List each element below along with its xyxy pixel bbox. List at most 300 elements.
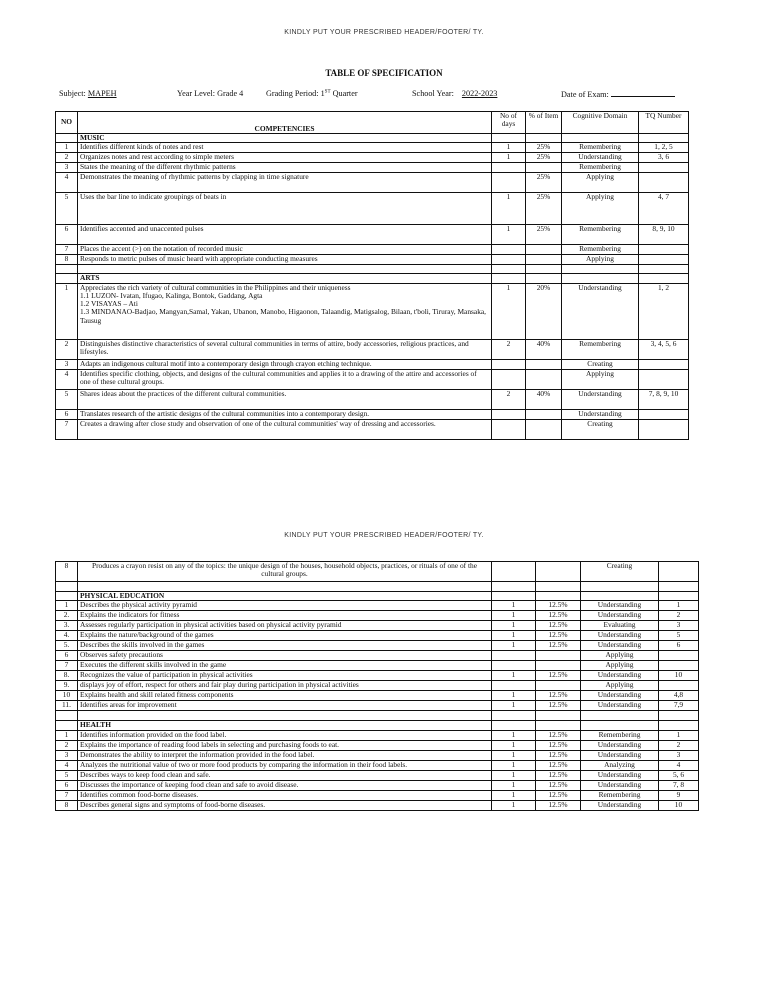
row-number: 6 [56,409,78,419]
grading-sup: ST [324,89,331,95]
competency-text: Identifies common food-borne diseases. [78,790,492,800]
percent-cell: 40% [526,339,562,359]
tq-number-cell: 4,8 [659,691,699,701]
school-year-label: School Year: [412,89,454,98]
tq-number-cell [639,245,689,255]
competency-text: Describes ways to keep food clean and safe. [78,770,492,780]
row-number: 6 [56,225,78,245]
row-number: 3 [56,750,78,760]
percent-cell [536,681,581,691]
percent-cell [536,651,581,661]
health-row [56,730,699,740]
competency-text: Translates research of the artistic designs of the cultural communities into a contemporary design. [78,409,492,419]
percent-cell: 12.5% [536,621,581,631]
percent-cell: 25% [526,173,562,193]
tq-number-cell [639,419,689,439]
tq-number-cell: 9 [659,790,699,800]
cognitive-domain-cell: Remembering [562,163,639,173]
specification-table-page-1 [55,111,689,440]
empty-cell [639,265,689,274]
tq-number-cell [639,255,689,265]
cognitive-domain-cell: Remembering [581,730,659,740]
days-cell: 1 [492,760,536,770]
pe-row [56,631,699,641]
empty-cell [581,582,659,592]
competency-text [78,283,492,339]
row-number: 10 [56,691,78,701]
specification-table-page-2 [55,561,699,811]
row-number: 7 [56,661,78,671]
percent-cell [526,369,562,389]
empty-cell [492,274,526,283]
tq-number-cell: 7, 8, 9, 10 [639,389,689,409]
empty-cell [56,265,78,274]
competency-text: Executes the different skills involved in the game [78,661,492,671]
days-cell: 1 [492,691,536,701]
competency-text: Shares ideas about the practices of the different cultural communities. [78,389,492,409]
empty-cell [492,134,526,143]
health-section [56,721,699,810]
music-row [56,143,689,153]
competency-text: Responds to metric pulses of music heard with appropriate conducting measures [78,255,492,265]
cognitive-domain-cell: Understanding [562,389,639,409]
empty-cell [536,592,581,601]
empty-cell [492,711,536,721]
empty-cell [56,582,78,592]
empty-cell [581,592,659,601]
cognitive-domain-cell: Understanding [581,631,659,641]
competency-text: Describes general signs and symptoms of food-borne diseases. [78,800,492,810]
pe-row [56,611,699,621]
arts-row [56,369,689,389]
tq-number-cell [659,562,699,582]
days-cell: 1 [492,143,526,153]
competency-text: Explains the nature/background of the games [78,631,492,641]
cognitive-domain-cell: Applying [562,173,639,193]
health-row [56,750,699,760]
grading-label: Grading Period: 1 [266,89,325,98]
percent-cell: 12.5% [536,740,581,750]
competency-line: 1.3 MINDANAO-Badjao, Mangyan,Samal, Yakan, Ubanon, Manobo, Higaonon, Talaandig, Matigsalog, Bilaan, t'boli, Tiruray, Mansaka, Tausug [80,307,487,325]
arts-row [56,389,689,409]
competency-text: Describes the skills involved in the games [78,641,492,651]
empty-cell [78,582,492,592]
days-cell [492,681,536,691]
pe-row [56,651,699,661]
tq-number-cell: 6 [659,641,699,651]
arts-row [56,339,689,359]
competency-text: States the meaning of the different rhythmic patterns [78,163,492,173]
cognitive-domain-cell: Remembering [562,143,639,153]
row-number: 7 [56,419,78,439]
empty-cell [659,721,699,730]
cognitive-domain-cell: Understanding [581,701,659,711]
arts-row [56,409,689,419]
document-title: TABLE OF SPECIFICATION [325,68,443,78]
days-cell: 1 [492,740,536,750]
days-cell: 1 [492,780,536,790]
cognitive-domain-cell: Understanding [581,671,659,681]
competency-text: Describes the physical activity pyramid [78,601,492,611]
cognitive-domain-cell: Applying [581,651,659,661]
row-number: 4 [56,173,78,193]
percent-cell: 25% [526,225,562,245]
school-year [412,89,497,98]
health-row [56,770,699,780]
row-number: 4. [56,631,78,641]
empty-cell [562,265,639,274]
cognitive-domain-cell: Remembering [581,790,659,800]
percent-cell: 12.5% [536,760,581,770]
cognitive-domain-cell: Understanding [562,283,639,339]
date-of-exam [561,89,675,99]
cognitive-domain-cell: Understanding [581,780,659,790]
percent-cell [526,359,562,369]
competency-text: Produces a crayon resist on any of the topics: the unique design of the houses, household objects, practices, or rituals of one of the cultural groups. [78,562,492,582]
cognitive-domain-cell: Remembering [562,339,639,359]
section-title: HEALTH [78,721,492,730]
empty-cell [492,592,536,601]
cognitive-domain-cell: Understanding [562,409,639,419]
competency-text: Creates a drawing after close study and observation of one of the cultural communities' way of dressing and accessories. [78,419,492,439]
days-cell [492,245,526,255]
music-row [56,153,689,163]
percent-cell: 12.5% [536,780,581,790]
tq-number-cell: 4 [659,760,699,770]
days-cell: 1 [492,800,536,810]
cognitive-domain-cell: Remembering [562,225,639,245]
empty-cell [56,274,78,283]
empty-cell [639,274,689,283]
competency-text: Places the accent (>) on the notation of recorded music [78,245,492,255]
col-competencies: COMPETENCIES [78,112,492,134]
section-title: ARTS [78,274,492,283]
tq-number-cell: 1 [659,730,699,740]
health-row [56,790,699,800]
competency-text: Identifies areas for improvement [78,701,492,711]
percent-cell: 20% [526,283,562,339]
empty-cell [526,274,562,283]
days-cell [492,173,526,193]
cognitive-domain-cell: Understanding [581,800,659,810]
row-number: 5. [56,641,78,651]
subject-label: Subject: [59,89,86,98]
arts-row [56,419,689,439]
days-cell [492,562,536,582]
empty-cell [526,134,562,143]
percent-cell: 12.5% [536,601,581,611]
col-no: NO [56,112,78,134]
arts-row [56,283,689,339]
music-row [56,245,689,255]
music-section-title [56,134,689,143]
competency-text: Explains the importance of reading food labels in selecting and purchasing foods to eat. [78,740,492,750]
arts-section [56,274,689,439]
days-cell: 1 [492,193,526,225]
competency-text: Distinguishes distinctive characteristics of several cultural communities in terms of attire, body accessories, religious practices, and lifestyles. [78,339,492,359]
competency-text: Explains health and skill related fitness components [78,691,492,701]
tq-number-cell: 2 [659,740,699,750]
cognitive-domain-cell: Analyzing [581,760,659,770]
header-note: KINDLY PUT YOUR PRESCRIBED HEADER/FOOTER/ TY. [284,29,484,36]
pe-row [56,701,699,711]
row-number: 4 [56,760,78,770]
empty-cell [78,265,492,274]
row-number: 5 [56,389,78,409]
percent-cell: 25% [526,143,562,153]
percent-cell: 12.5% [536,631,581,641]
row-number: 8 [56,255,78,265]
row-number: 1 [56,601,78,611]
row-number: 7 [56,790,78,800]
cognitive-domain-cell: Evaluating [581,621,659,631]
tq-number-cell: 1 [659,601,699,611]
music-row [56,225,689,245]
empty-cell [536,582,581,592]
arts-row [56,562,699,582]
empty-cell [492,721,536,730]
tq-number-cell: 3 [659,750,699,760]
percent-cell: 12.5% [536,671,581,681]
days-cell: 2 [492,389,526,409]
competency-text: displays joy of effort, respect for others and fair play during participation in physical activities [78,681,492,691]
music-section [56,134,689,274]
tq-number-cell: 4, 7 [639,193,689,225]
section-title: PHYSICAL EDUCATION [78,592,492,601]
date-blank [611,89,675,97]
days-cell: 1 [492,790,536,800]
col-pct: % of Item [526,112,562,134]
empty-cell [78,711,492,721]
competency-text: Identifies information provided on the food label. [78,730,492,740]
tq-number-cell: 2 [659,611,699,621]
empty-cell [536,721,581,730]
row-number: 9. [56,681,78,691]
percent-cell [526,255,562,265]
empty-cell [56,711,78,721]
empty-cell [56,592,78,601]
cognitive-domain-cell: Remembering [562,245,639,255]
percent-cell: 25% [526,193,562,225]
empty-cell [492,265,526,274]
percent-cell: 12.5% [536,800,581,810]
empty-cell [659,711,699,721]
empty-cell [659,582,699,592]
row-number: 7 [56,245,78,255]
spacer-row [56,582,699,592]
competency-line: 1.2 VISAYAS – Ati [80,299,138,309]
row-number: 3 [56,163,78,173]
empty-cell [526,265,562,274]
empty-cell [581,711,659,721]
row-number: 3 [56,359,78,369]
competency-line: 1.1 LUZON- Ivatan, Ifugao, Kalinga, Bontok, Gaddang, Agta [80,290,263,300]
cognitive-domain-cell: Applying [562,193,639,225]
empty-cell [581,721,659,730]
cognitive-domain-cell: Understanding [562,153,639,163]
competency-text: Adapts an indigenous cultural motif into a contemporary design through crayon etching technique. [78,359,492,369]
row-number: 1 [56,283,78,339]
music-row [56,193,689,225]
tq-number-cell: 5 [659,631,699,641]
row-number: 8 [56,562,78,582]
days-cell [492,359,526,369]
percent-cell: 12.5% [536,641,581,651]
grading-suffix: Quarter [330,89,358,98]
cognitive-domain-cell: Applying [562,255,639,265]
row-number: 5 [56,770,78,780]
competency-text: Uses the bar line to indicate groupings of beats in [78,193,492,225]
competency-text: Explains the indicators for fitness [78,611,492,621]
arts-section-title [56,274,689,283]
competency-text: Demonstrates the ability to interpret the information provided in the food label. [78,750,492,760]
row-number: 8. [56,671,78,681]
grading-period [266,89,358,98]
percent-cell: 12.5% [536,790,581,800]
subject-field [59,89,117,98]
days-cell: 1 [492,770,536,780]
cognitive-domain-cell: Applying [562,369,639,389]
cognitive-domain-cell: Understanding [581,691,659,701]
row-number: 2 [56,339,78,359]
empty-cell [56,721,78,730]
pe-row [56,671,699,681]
pe-row [56,661,699,671]
days-cell: 1 [492,750,536,760]
days-cell [492,163,526,173]
year-level: Year Level: Grade 4 [177,89,244,98]
days-cell: 1 [492,611,536,621]
cognitive-domain-cell: Understanding [581,750,659,760]
cognitive-domain-cell: Understanding [581,601,659,611]
health-row [56,780,699,790]
days-cell: 1 [492,641,536,651]
row-number: 2. [56,611,78,621]
tq-number-cell: 1, 2, 5 [639,143,689,153]
tq-number-cell [639,359,689,369]
tq-number-cell [659,661,699,671]
cognitive-domain-cell: Understanding [581,641,659,651]
competency-text: Assesses regularly participation in physical activities based on physical activity pyramid [78,621,492,631]
spacer-row [56,711,699,721]
competency-text: Identifies specific clothing, objects, and designs of the cultural communities and applies it to a drawing of the attire and accessories of one of these cultural groups. [78,369,492,389]
days-cell [492,651,536,661]
days-cell [492,661,536,671]
cognitive-domain-cell: Creating [562,359,639,369]
subject-value: MAPEH [87,89,117,98]
percent-cell: 12.5% [536,701,581,711]
empty-cell [56,134,78,143]
days-cell: 1 [492,631,536,641]
competency-text: Identifies different kinds of notes and rest [78,143,492,153]
cognitive-domain-cell: Creating [562,419,639,439]
tq-number-cell [639,409,689,419]
row-number: 4 [56,369,78,389]
days-cell: 1 [492,153,526,163]
competency-line: Appreciates the rich variety of cultural communities in the Philippines and their uniqueness [80,283,351,292]
percent-cell [526,419,562,439]
empty-cell [639,134,689,143]
spacer-row [56,265,689,274]
pe-row [56,621,699,631]
empty-cell [659,592,699,601]
cognitive-domain-cell: Creating [581,562,659,582]
pe-row [56,601,699,611]
cognitive-domain-cell: Understanding [581,740,659,750]
percent-cell: 12.5% [536,730,581,740]
tq-number-cell: 5, 6 [659,770,699,780]
row-number: 11. [56,701,78,711]
competency-text: Observes safety precautions [78,651,492,661]
empty-cell [562,134,639,143]
days-cell: 1 [492,225,526,245]
row-number: 8 [56,800,78,810]
days-cell [492,419,526,439]
tq-number-cell: 10 [659,800,699,810]
table-header-row [56,112,689,134]
row-number: 2 [56,153,78,163]
tq-number-cell: 8, 9, 10 [639,225,689,245]
tq-number-cell: 1, 2 [639,283,689,339]
row-number: 3. [56,621,78,631]
competency-text: Recognizes the value of participation in physical activities [78,671,492,681]
days-cell: 2 [492,339,526,359]
percent-cell [536,562,581,582]
pe-row [56,641,699,651]
days-cell: 1 [492,621,536,631]
col-tq: TQ Number [639,112,689,134]
row-number: 6 [56,780,78,790]
percent-cell [526,409,562,419]
days-cell [492,255,526,265]
empty-cell [536,711,581,721]
health-row [56,760,699,770]
tq-number-cell [639,163,689,173]
percent-cell: 12.5% [536,611,581,621]
days-cell: 1 [492,701,536,711]
competency-text: Demonstrates the meaning of rhythmic patterns by clapping in time signature [78,173,492,193]
tq-number-cell [639,173,689,193]
empty-cell [492,582,536,592]
days-cell: 1 [492,601,536,611]
pe-section-title [56,592,699,601]
percent-cell: 40% [526,389,562,409]
music-row [56,163,689,173]
competency-text: Organizes notes and rest according to simple meters [78,153,492,163]
cognitive-domain-cell: Understanding [581,770,659,780]
empty-cell [562,274,639,283]
music-row [56,255,689,265]
tq-number-cell: 7,9 [659,701,699,711]
section-title: MUSIC [78,134,492,143]
days-cell [492,369,526,389]
health-row [56,800,699,810]
percent-cell: 12.5% [536,770,581,780]
cognitive-domain-cell: Applying [581,661,659,671]
row-number: 2 [56,740,78,750]
tq-number-cell [659,681,699,691]
tq-number-cell: 3, 4, 5, 6 [639,339,689,359]
health-section-title [56,721,699,730]
tq-number-cell [659,651,699,661]
health-row [56,740,699,750]
cognitive-domain-cell: Applying [581,681,659,691]
competency-text: Analyzes the nutritional value of two or more food products by comparing the information in their food labels. [78,760,492,770]
competency-text: Discusses the importance of keeping food clean and safe to avoid disease. [78,780,492,790]
cognitive-domain-cell: Understanding [581,611,659,621]
col-domain: Cognitive Domain [562,112,639,134]
pe-row [56,681,699,691]
